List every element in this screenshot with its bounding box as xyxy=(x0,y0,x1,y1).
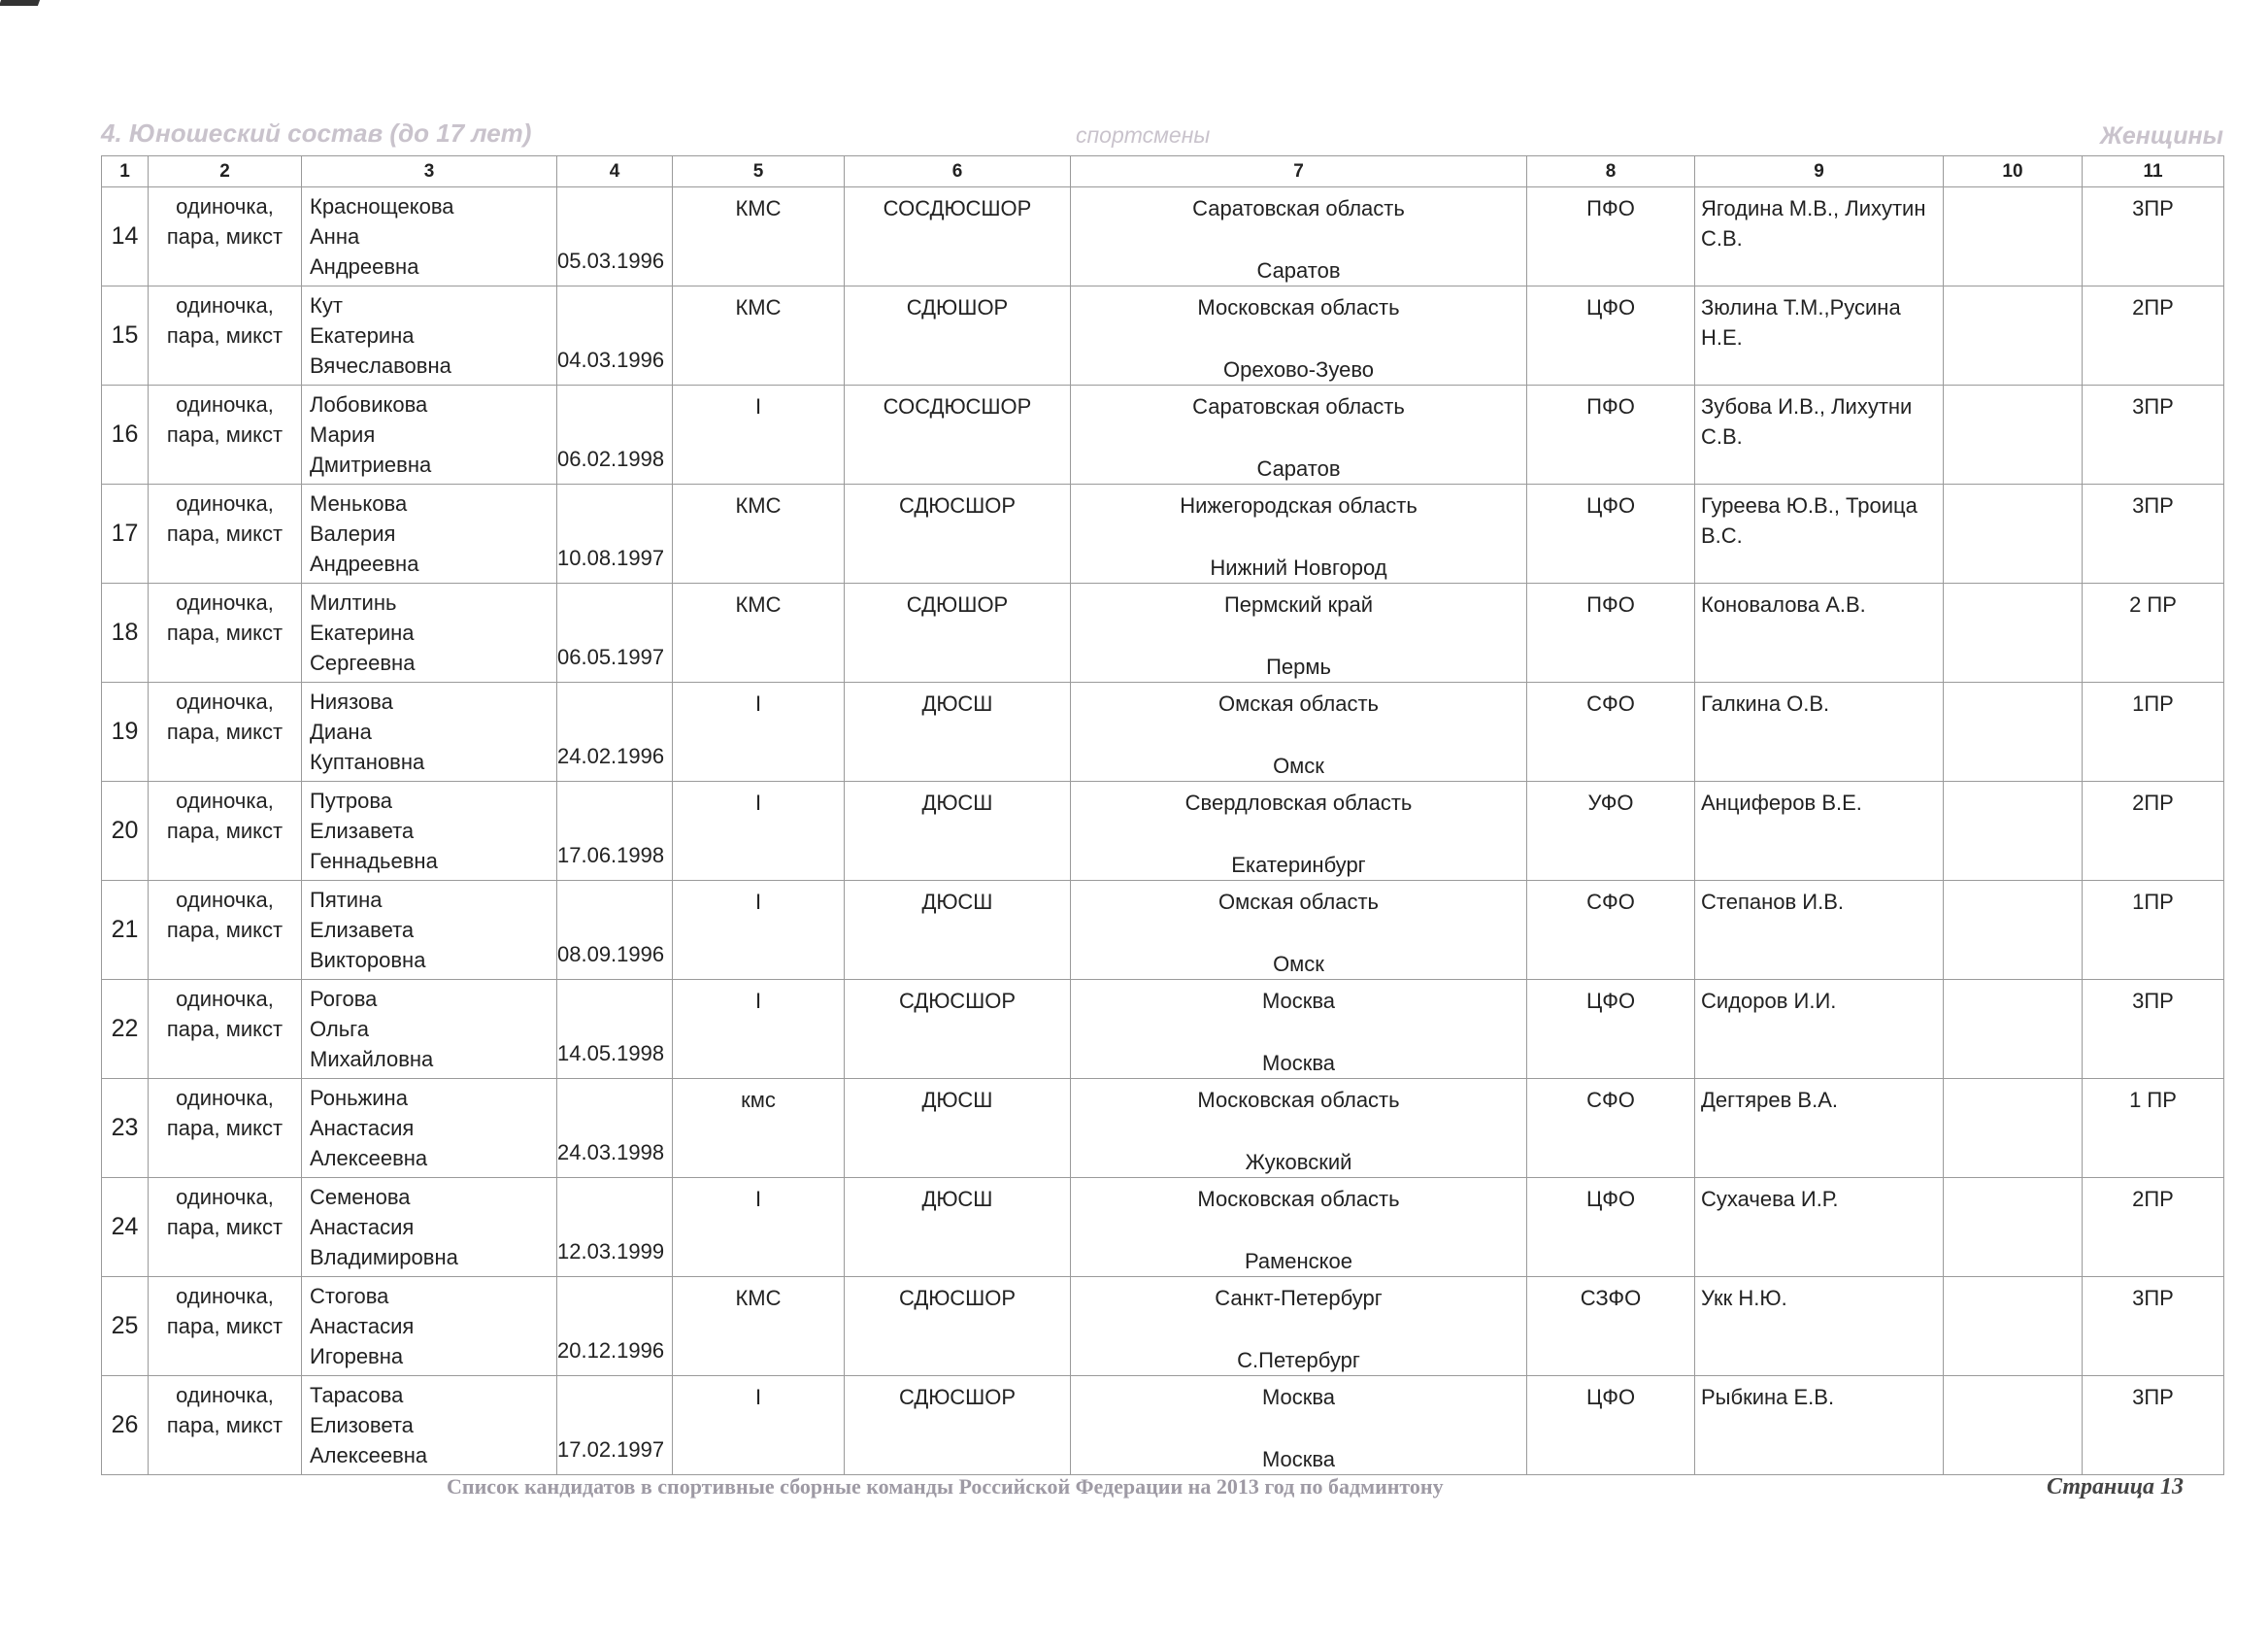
row-number: 21 xyxy=(102,881,149,980)
row-number: 26 xyxy=(102,1376,149,1475)
athlete-patronymic: Андреевна xyxy=(310,254,419,279)
discipline-cell: одиночка, пара, микст xyxy=(149,386,302,485)
athlete-name: Валерия xyxy=(310,522,396,546)
city-name: Москва xyxy=(1261,1051,1336,1075)
athlete-name: Анна xyxy=(310,224,360,249)
sport-rank-cell: I xyxy=(673,1178,845,1277)
column-header: 10 xyxy=(1944,156,2083,187)
region-cell xyxy=(1071,1079,1527,1178)
table-row xyxy=(102,584,2224,683)
athlete-surname: Путрова xyxy=(310,789,393,813)
sport-rank-cell: I xyxy=(673,386,845,485)
column-10-cell xyxy=(1944,1376,2083,1475)
sport-rank-cell: КМС xyxy=(673,286,845,386)
school-cell: ДЮСШ xyxy=(845,1079,1071,1178)
coach-cell: Степанов И.В. xyxy=(1695,881,1944,980)
athlete-name-cell xyxy=(302,485,557,584)
athlete-surname: Ниязова xyxy=(310,690,393,714)
discipline-cell: одиночка, пара, микст xyxy=(149,187,302,286)
row-number: 20 xyxy=(102,782,149,881)
athlete-surname: Тарасова xyxy=(310,1383,404,1407)
table-row xyxy=(102,485,2224,584)
table-row xyxy=(102,980,2224,1079)
city-name: Раменское xyxy=(1244,1249,1353,1273)
school-cell: СДЮСШОР xyxy=(845,1277,1071,1376)
athlete-surname: Стогова xyxy=(310,1284,389,1308)
sport-rank-cell: кмс xyxy=(673,1079,845,1178)
region-cell xyxy=(1071,1376,1527,1475)
column-header: 8 xyxy=(1527,156,1695,187)
birth-date-cell: 12.03.1999 xyxy=(557,1178,673,1277)
birth-date-cell: 24.03.1998 xyxy=(557,1079,673,1178)
column-header: 2 xyxy=(149,156,302,187)
athlete-name-cell xyxy=(302,187,557,286)
athlete-name-cell xyxy=(302,683,557,782)
coach-cell: Рыбкина Е.В. xyxy=(1695,1376,1944,1475)
region-cell xyxy=(1071,286,1527,386)
category-cell: 1 ПР xyxy=(2083,1079,2224,1178)
column-10-cell xyxy=(1944,485,2083,584)
athlete-name: Екатерина xyxy=(310,323,415,348)
column-header: 9 xyxy=(1695,156,1944,187)
school-cell: ДЮСШ xyxy=(845,1178,1071,1277)
coach-cell: Дегтярев В.А. xyxy=(1695,1079,1944,1178)
city-name: Нижний Новгород xyxy=(1210,556,1387,580)
federal-district-cell: ЦФО xyxy=(1527,1376,1695,1475)
category-cell: 3ПР xyxy=(2083,1277,2224,1376)
coach-cell: Галкина О.В. xyxy=(1695,683,1944,782)
city-name: С.Петербург xyxy=(1237,1348,1360,1372)
category-cell: 1ПР xyxy=(2083,881,2224,980)
athlete-name: Ольга xyxy=(310,1017,369,1041)
category-cell: 1ПР xyxy=(2083,683,2224,782)
coach-cell: Зюлина Т.М.,Русина Н.Е. xyxy=(1695,286,1944,386)
athlete-name-cell xyxy=(302,1178,557,1277)
region-name: Пермский край xyxy=(1223,592,1374,617)
discipline-cell: одиночка, пара, микст xyxy=(149,1178,302,1277)
coach-cell: Сидоров И.И. xyxy=(1695,980,1944,1079)
region-cell xyxy=(1071,1277,1527,1376)
sport-rank-cell: I xyxy=(673,782,845,881)
row-number: 22 xyxy=(102,980,149,1079)
athlete-patronymic: Геннадьевна xyxy=(310,849,438,873)
region-cell xyxy=(1071,683,1527,782)
school-cell: ДЮСШ xyxy=(845,782,1071,881)
federal-district-cell: ЦФО xyxy=(1527,286,1695,386)
athlete-name: Анастасия xyxy=(310,1215,415,1239)
coach-cell: Укк Н.Ю. xyxy=(1695,1277,1944,1376)
athlete-name: Диана xyxy=(310,720,372,744)
region-name: Московская область xyxy=(1197,1088,1400,1112)
row-number: 23 xyxy=(102,1079,149,1178)
athlete-patronymic: Андреевна xyxy=(310,552,419,576)
discipline-cell: одиночка, пара, микст xyxy=(149,1277,302,1376)
athlete-name: Мария xyxy=(310,422,376,447)
region-cell xyxy=(1071,782,1527,881)
sport-rank-cell: КМС xyxy=(673,584,845,683)
table-row xyxy=(102,286,2224,386)
athlete-name: Елизовета xyxy=(310,1413,414,1437)
birth-date-cell: 17.02.1997 xyxy=(557,1376,673,1475)
school-cell: ДЮСШ xyxy=(845,683,1071,782)
column-number-row xyxy=(102,156,2224,187)
city-name: Саратов xyxy=(1256,456,1341,481)
region-cell xyxy=(1071,881,1527,980)
region-cell xyxy=(1071,1178,1527,1277)
school-cell: СДЮСШОР xyxy=(845,485,1071,584)
city-name: Пермь xyxy=(1266,655,1331,679)
school-cell: СОСДЮСШОР xyxy=(845,187,1071,286)
athletes-table-body xyxy=(102,187,2224,1475)
column-10-cell xyxy=(1944,386,2083,485)
city-name: Омск xyxy=(1273,952,1324,976)
category-cell: 2ПР xyxy=(2083,286,2224,386)
birth-date-cell: 08.09.1996 xyxy=(557,881,673,980)
coach-cell: Коновалова А.В. xyxy=(1695,584,1944,683)
region-name: Москва xyxy=(1261,989,1336,1013)
sport-rank-cell: I xyxy=(673,980,845,1079)
federal-district-cell: ПФО xyxy=(1527,386,1695,485)
row-number: 19 xyxy=(102,683,149,782)
city-name: Орехово-Зуево xyxy=(1222,357,1375,382)
region-cell xyxy=(1071,187,1527,286)
birth-date-cell: 14.05.1998 xyxy=(557,980,673,1079)
discipline-cell: одиночка, пара, микст xyxy=(149,584,302,683)
federal-district-cell: СФО xyxy=(1527,881,1695,980)
athlete-name-cell xyxy=(302,286,557,386)
discipline-cell: одиночка, пара, микст xyxy=(149,782,302,881)
table-row xyxy=(102,187,2224,286)
birth-date-cell: 06.05.1997 xyxy=(557,584,673,683)
federal-district-cell: СФО xyxy=(1527,1079,1695,1178)
athlete-surname: Менькова xyxy=(310,491,408,516)
column-header: 7 xyxy=(1071,156,1527,187)
athlete-name-cell xyxy=(302,386,557,485)
row-number: 14 xyxy=(102,187,149,286)
region-name: Саратовская область xyxy=(1192,196,1405,220)
athlete-name: Анастасия xyxy=(310,1116,415,1140)
federal-district-cell: ЦФО xyxy=(1527,485,1695,584)
category-cell: 2ПР xyxy=(2083,782,2224,881)
birth-date-cell: 24.02.1996 xyxy=(557,683,673,782)
athlete-surname: Семенова xyxy=(310,1185,411,1209)
athlete-name-cell xyxy=(302,782,557,881)
region-cell xyxy=(1071,386,1527,485)
athlete-patronymic: Викторовна xyxy=(310,948,426,972)
athlete-name-cell xyxy=(302,881,557,980)
discipline-cell: одиночка, пара, микст xyxy=(149,1376,302,1475)
coach-cell: Зубова И.В., Лихутни С.В. xyxy=(1695,386,1944,485)
school-cell: СОСДЮСШОР xyxy=(845,386,1071,485)
region-cell xyxy=(1071,584,1527,683)
athlete-surname: Краснощекова xyxy=(310,194,454,219)
sport-rank-cell: КМС xyxy=(673,485,845,584)
birth-date-cell: 06.02.1998 xyxy=(557,386,673,485)
section-title: 4. Юношеский состав (до 17 лет) xyxy=(101,118,532,148)
document-footer: Список кандидатов в спортивные сборные команды Российской Федерации на 2013 год по бадминтону xyxy=(447,1474,1444,1499)
row-number: 15 xyxy=(102,286,149,386)
school-cell: СДЮСШОР xyxy=(845,980,1071,1079)
column-10-cell xyxy=(1944,1079,2083,1178)
birth-date-cell: 04.03.1996 xyxy=(557,286,673,386)
table-row xyxy=(102,683,2224,782)
birth-date-cell: 17.06.1998 xyxy=(557,782,673,881)
column-10-cell xyxy=(1944,286,2083,386)
birth-date-cell: 05.03.1996 xyxy=(557,187,673,286)
federal-district-cell: УФО xyxy=(1527,782,1695,881)
federal-district-cell: СФО xyxy=(1527,683,1695,782)
coach-cell: Сухачева И.Р. xyxy=(1695,1178,1944,1277)
sport-rank-cell: I xyxy=(673,683,845,782)
federal-district-cell: СЗФО xyxy=(1527,1277,1695,1376)
category-cell: 2 ПР xyxy=(2083,584,2224,683)
athlete-patronymic: Игоревна xyxy=(310,1344,404,1368)
discipline-cell: одиночка, пара, микст xyxy=(149,1079,302,1178)
athlete-surname: Рогова xyxy=(310,987,378,1011)
athlete-name: Елизавета xyxy=(310,819,415,843)
athlete-patronymic: Алексеевна xyxy=(310,1443,428,1467)
region-name: Санкт-Петербург xyxy=(1215,1286,1383,1310)
federal-district-cell: ПФО xyxy=(1527,584,1695,683)
athlete-name-cell xyxy=(302,1277,557,1376)
row-number: 17 xyxy=(102,485,149,584)
table-row xyxy=(102,1277,2224,1376)
athlete-surname: Кут xyxy=(310,293,343,318)
column-header: 4 xyxy=(557,156,673,187)
discipline-cell: одиночка, пара, микст xyxy=(149,980,302,1079)
athlete-surname: Роньжина xyxy=(310,1086,408,1110)
federal-district-cell: ПФО xyxy=(1527,187,1695,286)
discipline-cell: одиночка, пара, микст xyxy=(149,683,302,782)
column-10-cell xyxy=(1944,187,2083,286)
region-cell xyxy=(1071,980,1527,1079)
athlete-name-cell xyxy=(302,584,557,683)
row-number: 25 xyxy=(102,1277,149,1376)
athlete-patronymic: Куптановна xyxy=(310,750,425,774)
column-10-cell xyxy=(1944,881,2083,980)
athlete-name: Екатерина xyxy=(310,621,415,645)
coach-cell: Анциферов В.Е. xyxy=(1695,782,1944,881)
discipline-cell: одиночка, пара, микст xyxy=(149,286,302,386)
discipline-cell: одиночка, пара, микст xyxy=(149,881,302,980)
city-name: Москва xyxy=(1261,1447,1336,1471)
category-cell: 2ПР xyxy=(2083,1178,2224,1277)
table-row xyxy=(102,1079,2224,1178)
coach-cell: Ягодина М.В., Лихутин С.В. xyxy=(1695,187,1944,286)
sport-rank-cell: I xyxy=(673,881,845,980)
page-number: Страница 13 xyxy=(2047,1474,2185,1499)
athlete-surname: Милтинь xyxy=(310,590,397,615)
column-header: 3 xyxy=(302,156,557,187)
table-row xyxy=(102,782,2224,881)
column-header: 11 xyxy=(2083,156,2224,187)
region-name: Московская область xyxy=(1197,1187,1400,1211)
region-name: Москва xyxy=(1261,1385,1336,1409)
athlete-surname: Пятина xyxy=(310,888,383,912)
category-cell: 3ПР xyxy=(2083,485,2224,584)
coach-cell: Гуреева Ю.В., Троица В.С. xyxy=(1695,485,1944,584)
column-10-cell xyxy=(1944,980,2083,1079)
sport-rank-cell: I xyxy=(673,1376,845,1475)
athlete-patronymic: Вячеславовна xyxy=(310,354,451,378)
discipline-cell: одиночка, пара, микст xyxy=(149,485,302,584)
athlete-name-cell xyxy=(302,1376,557,1475)
athlete-patronymic: Сергеевна xyxy=(310,651,416,675)
table-row xyxy=(102,1376,2224,1475)
table-row xyxy=(102,881,2224,980)
athletes-table xyxy=(101,155,2224,1475)
athlete-patronymic: Дмитриевна xyxy=(310,453,432,477)
athlete-name-cell xyxy=(302,980,557,1079)
region-cell xyxy=(1071,485,1527,584)
athlete-name: Анастасия xyxy=(310,1314,415,1338)
region-name: Свердловская область xyxy=(1184,791,1413,815)
sport-rank-cell: КМС xyxy=(673,187,845,286)
category-cell: 3ПР xyxy=(2083,1376,2224,1475)
column-header: 5 xyxy=(673,156,845,187)
birth-date-cell: 10.08.1997 xyxy=(557,485,673,584)
athlete-name-cell xyxy=(302,1079,557,1178)
school-cell: СДЮСШОР xyxy=(845,1376,1071,1475)
athlete-name: Елизавета xyxy=(310,918,415,942)
city-name: Жуковский xyxy=(1245,1150,1352,1174)
athlete-surname: Лобовикова xyxy=(310,392,428,417)
table-row xyxy=(102,1178,2224,1277)
row-number: 18 xyxy=(102,584,149,683)
category-cell: 3ПР xyxy=(2083,386,2224,485)
column-header: 6 xyxy=(845,156,1071,187)
athlete-patronymic: Владимировна xyxy=(310,1245,458,1269)
section-subtitle: спортсмены xyxy=(1076,122,1211,148)
region-name: Саратовская область xyxy=(1192,394,1405,419)
region-name: Московская область xyxy=(1197,295,1400,320)
category-cell: 3ПР xyxy=(2083,980,2224,1079)
column-10-cell xyxy=(1944,1178,2083,1277)
column-header: 1 xyxy=(102,156,149,187)
sport-rank-cell: КМС xyxy=(673,1277,845,1376)
scan-edge-mark xyxy=(0,0,40,6)
athlete-patronymic: Алексеевна xyxy=(310,1146,428,1170)
school-cell: ДЮСШ xyxy=(845,881,1071,980)
row-number: 16 xyxy=(102,386,149,485)
region-name: Омская область xyxy=(1217,890,1380,914)
table-row xyxy=(102,386,2224,485)
city-name: Екатеринбург xyxy=(1231,853,1366,877)
column-10-cell xyxy=(1944,683,2083,782)
athlete-patronymic: Михайловна xyxy=(310,1047,434,1071)
federal-district-cell: ЦФО xyxy=(1527,980,1695,1079)
school-cell: СДЮШОР xyxy=(845,584,1071,683)
column-10-cell xyxy=(1944,782,2083,881)
category-cell: 3ПР xyxy=(2083,187,2224,286)
federal-district-cell: ЦФО xyxy=(1527,1178,1695,1277)
city-name: Саратов xyxy=(1256,258,1341,283)
region-name: Омская область xyxy=(1217,691,1380,716)
birth-date-cell: 20.12.1996 xyxy=(557,1277,673,1376)
section-gender: Женщины xyxy=(2100,122,2223,150)
column-10-cell xyxy=(1944,584,2083,683)
section-header xyxy=(101,118,2223,153)
row-number: 24 xyxy=(102,1178,149,1277)
region-name: Нижегородская область xyxy=(1180,493,1418,518)
column-10-cell xyxy=(1944,1277,2083,1376)
school-cell: СДЮШОР xyxy=(845,286,1071,386)
city-name: Омск xyxy=(1273,754,1324,778)
